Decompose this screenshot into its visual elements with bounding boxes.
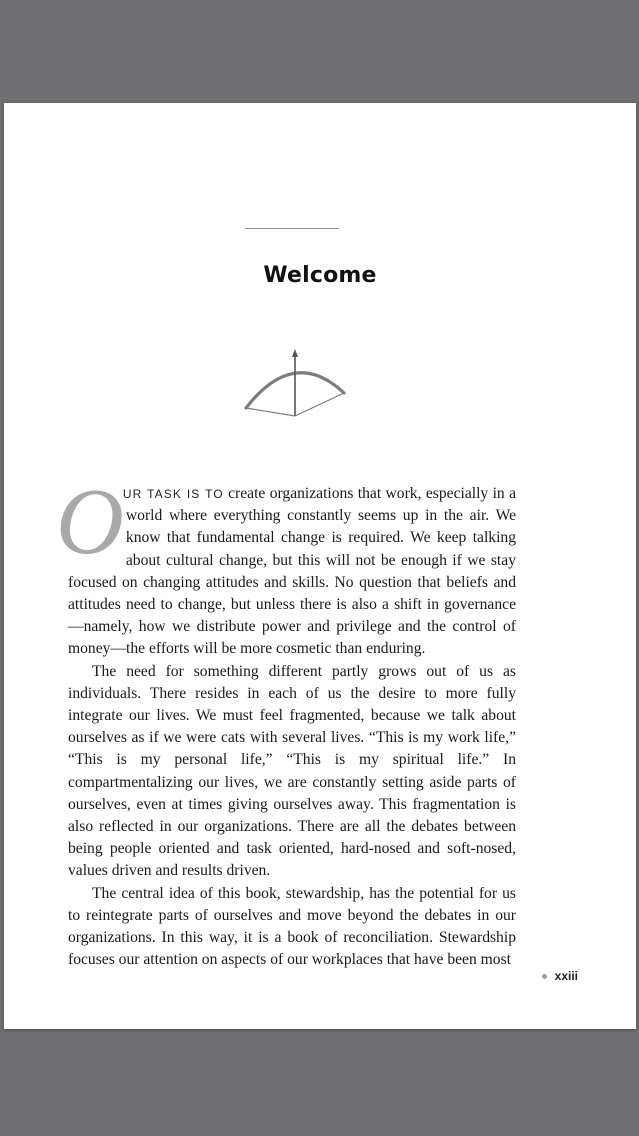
title-rule	[245, 228, 339, 229]
bow-and-arrow-icon	[234, 346, 354, 418]
paragraph-1	[56, 470, 517, 661]
bullet-icon	[542, 974, 547, 979]
paragraph-1-text: create organizations that work, especially in a world where everything constantly seems up in the air. We know that fundamental change is required. We keep talking about cultural change, but this will not be enough if we stay focused on changing attitudes and skills. No question that beliefs and attitudes need to change, but unless there is also a shift in governance—namely, how we distribute power and privilege and the control of money—the efforts will be more cosmetic than enduring.	[68, 485, 517, 658]
paragraph-3: The central idea of this book, stewardship, has the potential for us to reintegrate parts of ourselves and move beyond the debates in our organizations. In this way, it is a book of reconciliation. Stewardship focuses our attention on aspects of our workplaces that have been most	[68, 884, 516, 969]
page-number: xxiii	[554, 969, 578, 983]
body-text	[56, 470, 517, 971]
dropcap: O	[56, 470, 124, 574]
lead-in: UR TASK IS TO	[122, 487, 224, 501]
page-footer	[542, 969, 578, 983]
chapter-title: Welcome	[263, 263, 377, 288]
book-page	[4, 103, 636, 1029]
paragraph-2: The need for something different partly grows out of us as individuals. There resides in each of us the desire to more fully integrate our lives. We must feel fragmented, because we talk about ourselves as if we were cats with several lives. “This is my work life,” “This is my personal life,” “This is my spiritual life.” In compartmentalizing our lives, we are constantly setting aside parts of ourselves, even at times giving ourselves away. This fragmentation is also reflected in our organizations. There are all the debates between being people oriented and task oriented, hard-nosed and soft-nosed, values driven and results driven.	[68, 662, 516, 880]
